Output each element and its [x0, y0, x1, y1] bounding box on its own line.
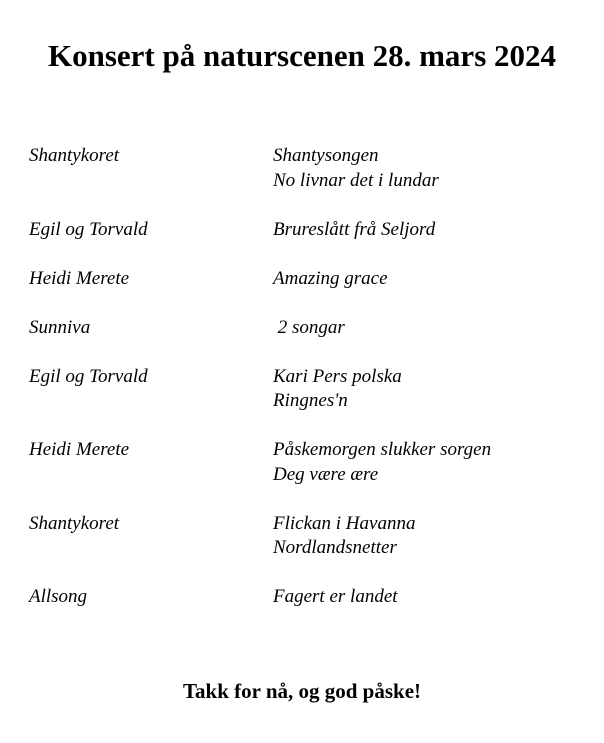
closing-message: Takk for nå, og god påske! — [182, 679, 422, 703]
piece-title: Flickan i Havanna — [273, 512, 416, 534]
performer-name: Egil og Torvald — [29, 218, 148, 240]
piece-title: Ringnes'n — [273, 390, 348, 411]
program-row — [29, 438, 589, 487]
program-row — [29, 267, 589, 292]
program-row — [29, 365, 589, 414]
piece-title: Kari Pers polska — [273, 365, 402, 387]
piece-list — [273, 512, 589, 561]
piece-list — [273, 365, 589, 414]
program-row — [29, 218, 589, 243]
program-row — [29, 144, 589, 193]
piece-title: Shantysongen — [273, 145, 379, 166]
piece-title: No livnar det i lundar — [273, 169, 439, 191]
piece-list — [273, 267, 589, 292]
performer-name: Allsong — [29, 586, 88, 607]
page-title: Konsert på naturscenen 28. mars 2024 — [47, 38, 557, 73]
performer-name: Heidi Merete — [29, 439, 130, 460]
piece-title: Fagert er landet — [273, 586, 398, 607]
performer-name: Sunniva — [29, 316, 91, 338]
program-row — [29, 585, 589, 610]
piece-title: 2 songar — [273, 316, 345, 338]
performer-name: Egil og Torvald — [29, 365, 148, 387]
program-row — [29, 512, 589, 561]
piece-title: Nordlandsnetter — [273, 537, 397, 558]
performer-name: Shantykoret — [29, 145, 120, 166]
concert-program — [29, 144, 589, 634]
piece-title: Påskemorgen slukker sorgen — [273, 439, 492, 460]
piece-title: Deg være ære — [273, 463, 379, 485]
piece-list — [273, 316, 589, 341]
piece-title: Brureslått frå Seljord — [273, 218, 436, 240]
program-row — [29, 316, 589, 341]
performer-name: Shantykoret — [29, 512, 120, 534]
piece-list — [273, 218, 589, 243]
performer-name: Heidi Merete — [29, 267, 130, 289]
piece-title: Amazing grace — [273, 267, 388, 289]
piece-list — [273, 438, 589, 487]
piece-list — [273, 144, 589, 193]
piece-list — [273, 585, 589, 610]
